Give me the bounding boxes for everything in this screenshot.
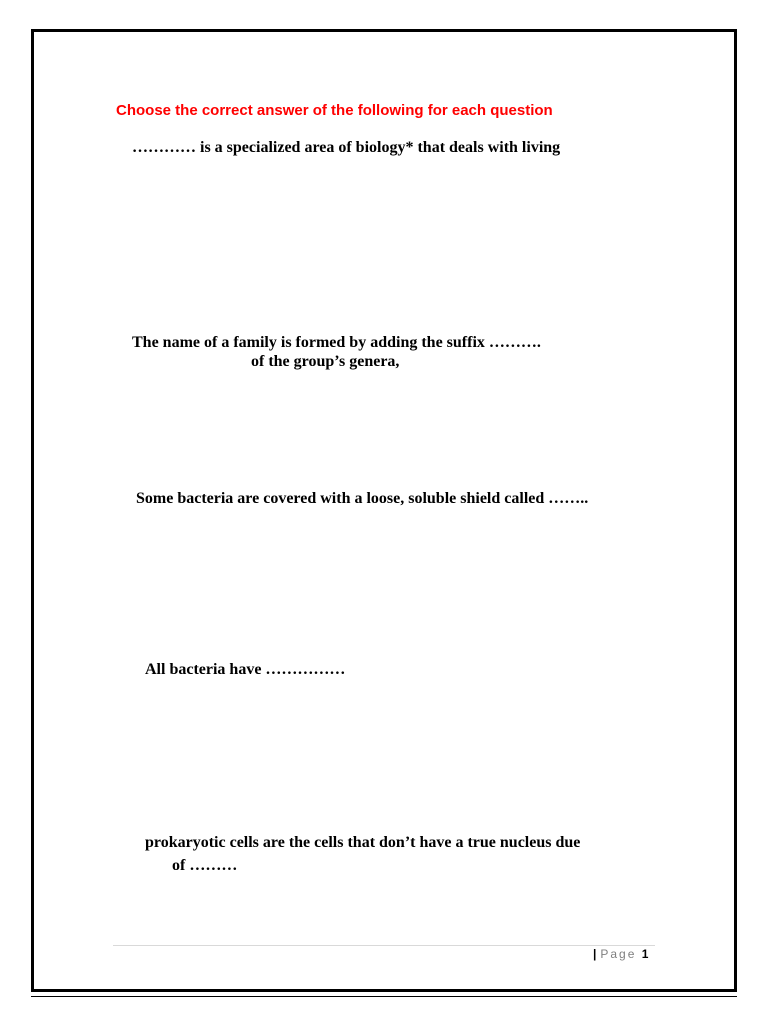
footer-divider bbox=[113, 945, 655, 946]
question-5-line-2: of ……… bbox=[172, 857, 238, 874]
footer-separator: | bbox=[593, 947, 597, 961]
page-footer bbox=[593, 947, 648, 961]
instructions-heading: Choose the correct answer of the following for each question bbox=[116, 102, 553, 119]
question-5-line-1: prokaryotic cells are the cells that don’t have a true nucleus due bbox=[145, 834, 581, 851]
footer-page-label: Page bbox=[600, 947, 637, 961]
question-1-line-1: ………… is a specialized area of biology* that deals with living bbox=[132, 139, 561, 156]
question-2-line-1: The name of a family is formed by adding the suffix ………. bbox=[132, 334, 541, 351]
page-border-bottom bbox=[31, 989, 737, 997]
footer-page-number: 1 bbox=[641, 947, 649, 961]
question-3-line-1: Some bacteria are covered with a loose, soluble shield called …….. bbox=[136, 490, 589, 507]
question-4-line-1: All bacteria have …………… bbox=[145, 661, 346, 678]
question-2-line-2: of the group’s genera, bbox=[251, 353, 400, 370]
